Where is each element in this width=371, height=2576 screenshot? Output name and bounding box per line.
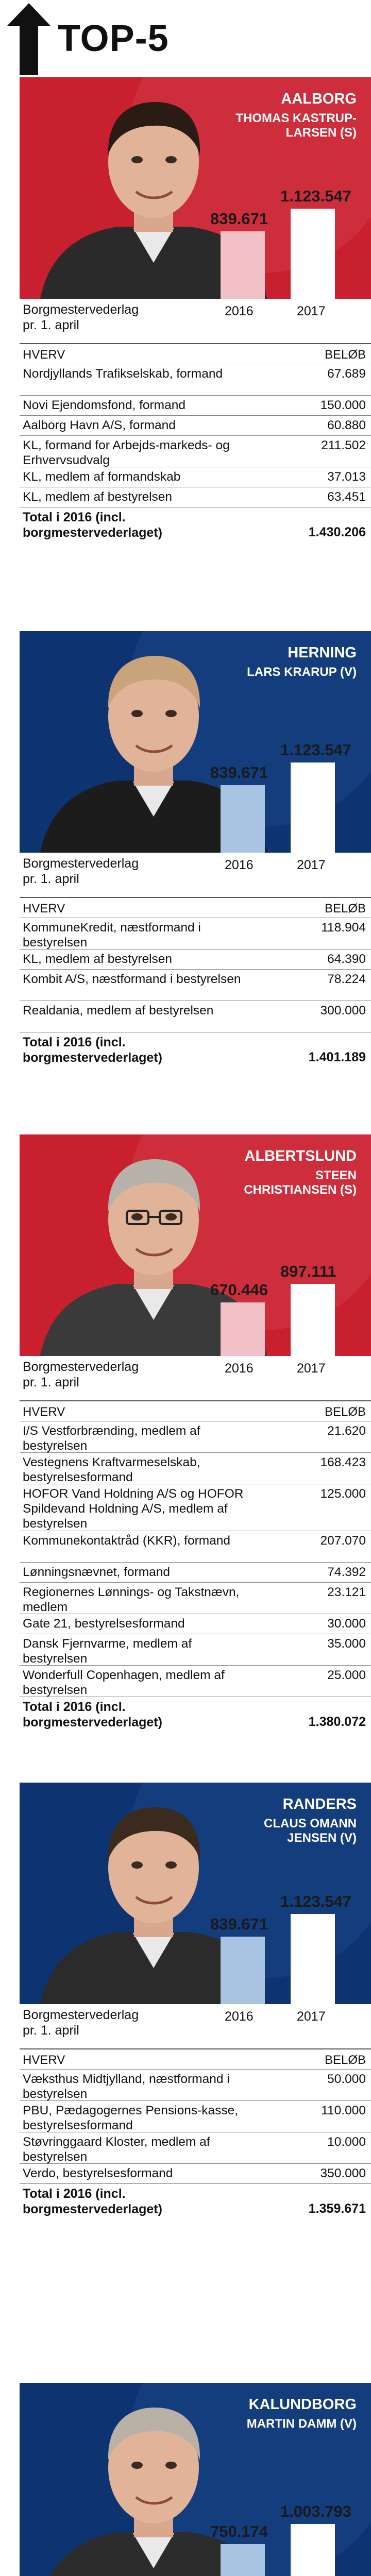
table-row (20, 1421, 371, 1453)
photo-panel (20, 77, 371, 299)
role-name: KL, medlem af bestyrelsen (23, 490, 173, 504)
role-name: Vestegnens Kraftvarmeselskab, bestyrelsesformand (23, 1455, 200, 1484)
table-row (20, 918, 371, 950)
city-name: KALUNDBORG (248, 2396, 357, 2413)
total-amount: 1.359.671 (308, 2201, 366, 2216)
role-amount: 207.070 (320, 1534, 366, 1548)
bar-2016 (221, 1937, 265, 2004)
pay-label (23, 302, 139, 333)
role-amount: 168.423 (320, 1455, 366, 1469)
role-name: Gate 21, bestyrelsesformand (23, 1617, 185, 1631)
mayor-name: THOMAS KASTRUP-LARSEN (S) (235, 111, 357, 140)
bar-2016-label: 839.671 (210, 1915, 268, 1933)
bar-2016-label: 670.446 (210, 1281, 268, 1299)
pay-label-row (20, 299, 371, 340)
role-amount: 125.000 (320, 1487, 366, 1501)
role-name: Støvringgaard Kloster, medlem af bestyrelsen (23, 2135, 210, 2164)
bar-2017-label: 1.123.547 (280, 741, 351, 759)
year-2016-label: 2016 (225, 304, 254, 318)
bar-2017 (291, 209, 335, 299)
table-header (20, 344, 371, 364)
pay-label (23, 856, 139, 887)
role-amount: 118.904 (321, 921, 366, 935)
city-name: RANDERS (282, 1796, 357, 1812)
page-title: TOP-5 (58, 18, 169, 59)
bar-2016-label: 839.671 (210, 210, 268, 228)
bar-2016 (221, 231, 265, 299)
total-label: Total i 2016 (incl. borgmestervederlaget) (23, 2187, 162, 2216)
photo-panel (20, 2383, 371, 2576)
role-amount: 21.620 (327, 1424, 366, 1438)
role-name: Nordjyllands Trafikselskab, formand (23, 367, 223, 381)
role-name: Verdo, bestyrelsesformand (23, 2166, 173, 2180)
bar-2017 (291, 2524, 335, 2576)
role-amount: 64.390 (327, 952, 366, 966)
city-name: ALBERTSLUND (244, 1148, 357, 1164)
role-name: KL, formand for Arbejds-markeds- og Erhvervsudvalg (23, 438, 230, 467)
role-name: Regionernes Lønnings- og Takstnævn, medlem (23, 1585, 240, 1614)
bar-2017-label: 1.123.547 (280, 187, 351, 205)
role-amount: 23.121 (327, 1585, 366, 1599)
pay-label-row (20, 853, 371, 894)
role-amount: 10.000 (327, 2135, 366, 2149)
year-2017-label: 2017 (297, 2009, 326, 2024)
bar-2016 (221, 1302, 265, 1356)
year-2016-label: 2016 (225, 2009, 254, 2024)
role-name: HOFOR Vand Holdning A/S og HOFOR Spildevand Holdning A/S, medlem af bestyrelsen (23, 1487, 244, 1531)
pay-label-line-1: Borgmestervederlag (23, 302, 139, 317)
table-row (20, 2101, 371, 2132)
table-header (20, 2049, 371, 2070)
role-amount: 37.013 (327, 470, 366, 484)
total-label: Total i 2016 (incl. borgmestervederlaget) (23, 510, 162, 540)
role-amount: 25.000 (327, 1668, 366, 1682)
table-row (20, 1531, 371, 1563)
table-row (20, 1563, 371, 1583)
total-row (20, 507, 371, 544)
total-label: Total i 2016 (incl. borgmestervederlaget) (23, 1035, 162, 1065)
table-row (20, 416, 371, 436)
role-amount: 350.000 (320, 2166, 366, 2180)
photo-panel (20, 631, 371, 853)
header (0, 0, 371, 77)
table-row (20, 1634, 371, 1666)
column-header-amount: BELØB (324, 348, 366, 362)
role-amount: 50.000 (327, 2072, 366, 2086)
role-name: KL, medlem af formandskab (23, 470, 181, 484)
table-row (20, 467, 371, 487)
role-amount: 300.000 (320, 1004, 366, 1018)
table-row (20, 1583, 371, 1614)
pay-label (23, 2007, 139, 2038)
bar-2016-label: 839.671 (210, 764, 268, 782)
table-row (20, 1001, 371, 1032)
role-name: Realdania, medlem af bestyrelsen (23, 1004, 214, 1018)
mayor-name: STEEN CHRISTIANSEN (S) (244, 1168, 357, 1197)
column-header-role: HVERV (23, 348, 65, 362)
pay-label-line-2: pr. 1. april (23, 2023, 79, 2038)
total-row (20, 1697, 371, 1733)
bar-2016 (221, 785, 265, 853)
table-row (20, 1453, 371, 1484)
pay-label (23, 1359, 139, 1390)
role-amount: 67.689 (327, 367, 366, 381)
role-name: Dansk Fjernvarme, medlem af bestyrelsen (23, 1637, 192, 1666)
year-2017-label: 2017 (297, 858, 326, 872)
role-name: Lønningsnævnet, formand (23, 1565, 170, 1579)
table-row (20, 364, 371, 396)
mayor-name: LARS KRARUP (V) (247, 665, 357, 679)
pay-label-line-2: pr. 1. april (23, 318, 79, 332)
pay-label-line-2: pr. 1. april (23, 872, 79, 886)
table-row (20, 396, 371, 416)
role-name: I/S Vestforbrænding, medlem af bestyrelsen (23, 1424, 200, 1453)
table-row (20, 1666, 371, 1697)
role-name: Kombit A/S, næstformand i bestyrelsen (23, 972, 241, 986)
city-name: AALBORG (281, 91, 357, 107)
mayor-name: CLAUS OMANN JENSEN (V) (264, 1817, 357, 1845)
mayor-name: MARTIN DAMM (V) (246, 2417, 357, 2431)
total-label: Total i 2016 (incl. borgmestervederlaget) (23, 1700, 162, 1730)
total-row (20, 1032, 371, 1069)
roles-table (20, 2048, 371, 2220)
table-row (20, 970, 371, 1001)
table-row (20, 1484, 371, 1531)
table-row (20, 2070, 371, 2101)
role-amount: 150.000 (320, 398, 366, 412)
role-amount: 78.224 (327, 972, 366, 986)
role-name: Kommunekontaktråd (KKR), formand (23, 1534, 231, 1548)
pay-label-line-1: Borgmestervederlag (23, 2008, 139, 2022)
pay-label-line-2: pr. 1. april (23, 1375, 79, 1389)
pay-label-line-1: Borgmestervederlag (23, 856, 139, 871)
table-row (20, 950, 371, 970)
role-amount: 60.880 (327, 418, 366, 432)
role-amount: 63.451 (327, 490, 366, 504)
bar-2017-label: 897.111 (280, 1262, 336, 1280)
table-row (20, 2132, 371, 2164)
column-header-role: HVERV (23, 902, 65, 916)
bar-2016-label: 750.174 (210, 2522, 268, 2540)
role-name: Novi Ejendomsfond, formand (23, 398, 185, 412)
table-row (20, 436, 371, 467)
bar-2017-label: 1.123.547 (280, 1892, 351, 1910)
bar-2016 (221, 2544, 265, 2576)
bar-2017 (291, 1914, 335, 2004)
total-amount: 1.380.072 (308, 1715, 366, 1729)
total-amount: 1.401.189 (308, 1050, 366, 1064)
total-row (20, 2184, 371, 2220)
table-row (20, 1614, 371, 1634)
city-name: HERNING (288, 645, 357, 661)
role-amount: 35.000 (327, 1637, 366, 1651)
pay-label-row (20, 1356, 371, 1397)
role-name: KommuneKredit, næstformand i bestyrelsen (23, 921, 201, 950)
table-header (20, 898, 371, 918)
bar-2017 (291, 762, 335, 853)
column-header-amount: BELØB (324, 2053, 366, 2067)
year-2017-label: 2017 (297, 1361, 326, 1376)
role-amount: 30.000 (327, 1617, 366, 1631)
year-2016-label: 2016 (225, 1361, 254, 1376)
total-amount: 1.430.206 (308, 525, 366, 539)
photo-panel (20, 1134, 371, 1356)
roles-table (20, 343, 371, 544)
role-name: Væksthus Midtjylland, næstformand i bestyrelsen (23, 2072, 230, 2101)
bar-2017-label: 1.003.793 (280, 2502, 351, 2520)
arrow-up-icon (7, 3, 50, 75)
table-row (20, 487, 371, 507)
role-name: Wonderfull Copenhagen, medlem af bestyrelsen (23, 1668, 225, 1697)
role-amount: 74.392 (327, 1565, 366, 1579)
photo-panel (20, 1783, 371, 2004)
role-amount: 110.000 (321, 2104, 366, 2117)
table-row (20, 2164, 371, 2184)
column-header-role: HVERV (23, 1405, 65, 1419)
bar-2017 (291, 1284, 335, 1356)
column-header-amount: BELØB (324, 902, 366, 916)
pay-label-row (20, 2004, 371, 2045)
roles-table (20, 1400, 371, 1733)
column-header-amount: BELØB (324, 1405, 366, 1419)
pay-label-line-1: Borgmestervederlag (23, 1360, 139, 1374)
year-2016-label: 2016 (225, 858, 254, 872)
role-name: Aalborg Havn A/S, formand (23, 418, 176, 432)
role-amount: 211.502 (321, 438, 366, 452)
column-header-role: HVERV (23, 2053, 65, 2067)
table-header (20, 1401, 371, 1421)
role-name: KL, medlem af bestyrelsen (23, 952, 173, 966)
year-2017-label: 2017 (297, 304, 326, 318)
roles-table (20, 897, 371, 1069)
role-name: PBU, Pædagogernes Pensions-kasse, bestyrelsesformand (23, 2104, 239, 2132)
